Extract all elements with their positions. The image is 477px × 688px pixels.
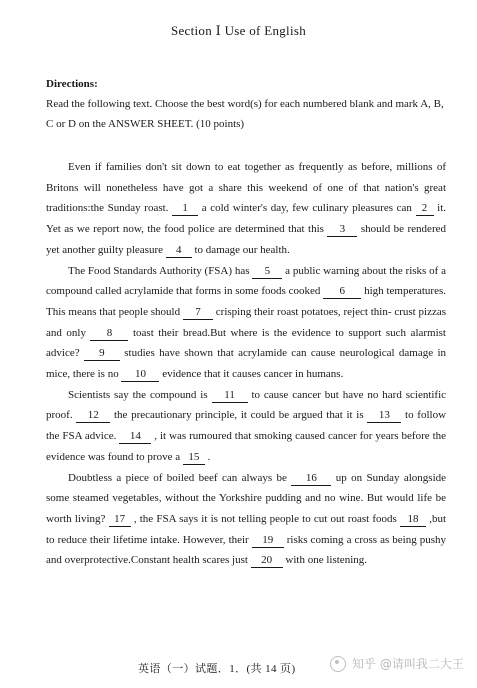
watermark xyxy=(330,655,464,672)
passage-text: to follow the FSA advice. xyxy=(46,409,447,443)
passage-text: Even if families don't sit down to eat together as frequently as before, millions of Britons will nonetheless have got a share this weekend of one of that nation's great traditions:the Sunday roast. xyxy=(46,161,446,215)
blank-6: 6 xyxy=(323,285,361,299)
paragraph-2 xyxy=(46,261,446,385)
blank-7: 7 xyxy=(183,306,213,320)
blank-5: 5 xyxy=(252,265,282,279)
passage-text: Scientists say the compound is xyxy=(68,388,208,401)
passage-text: it. Yet as we report now, the food police are determined that this xyxy=(46,202,447,236)
blank-2: 2 xyxy=(416,202,434,216)
blank-12: 12 xyxy=(76,409,110,423)
blank-18: 18 xyxy=(400,513,426,527)
paragraph-4 xyxy=(46,468,446,572)
blank-4: 4 xyxy=(166,244,192,258)
blank-20: 20 xyxy=(251,554,283,568)
passage-text: a cold winter's day, few culinary pleasures can xyxy=(201,202,412,215)
passage-text: a public warning about the risks of a compound called acrylamide that forms in some foods cooked xyxy=(46,264,447,298)
blank-10: 10 xyxy=(121,368,159,382)
blank-8: 8 xyxy=(90,327,128,341)
passage-text: , the FSA says it is not telling people to cut out roast foods xyxy=(133,512,397,525)
section-title: Section Ⅰ Use of English xyxy=(170,23,307,38)
blank-11: 11 xyxy=(212,389,248,403)
blank-15: 15 xyxy=(183,451,205,465)
blank-16: 16 xyxy=(291,472,331,486)
blank-9: 9 xyxy=(84,347,120,361)
passage-text: with one listening. xyxy=(285,554,367,567)
paragraph-1 xyxy=(46,157,446,261)
blank-17: 17 xyxy=(109,513,131,527)
passage-text: crisping their roast potatoes, reject thin- crust pizzas and only xyxy=(46,305,447,339)
passage-text: studies have shown that acrylamide can cause neurological damage in mice, there is no xyxy=(46,347,446,381)
passage-text: the precautionary principle, it could be argued that it is xyxy=(113,409,364,422)
passage-text: high temperatures. This means that people should xyxy=(46,285,447,318)
passage xyxy=(46,157,446,571)
passage-text: should be rendered yet another guilty pleasure xyxy=(46,223,446,256)
passage-text: The Food Standards Authority (FSA) has xyxy=(68,264,250,277)
zhihu-logo-icon xyxy=(330,656,346,672)
blank-19: 19 xyxy=(252,534,284,548)
passage-text: toast their bread.But where is the evidence to support such alarmist advice? xyxy=(46,326,446,360)
watermark-text: 知乎 @请叫我二大王 xyxy=(352,657,464,671)
passage-text: to cause cancer but have no hard scientific proof. xyxy=(46,388,447,422)
passage-text: . xyxy=(207,450,211,463)
page-footer: 英语（一）试题．1．(共 14 页) xyxy=(138,663,296,675)
blank-3: 3 xyxy=(327,223,357,237)
passage-text: to damage our health. xyxy=(194,243,290,256)
blank-13: 13 xyxy=(367,409,401,423)
passage-text: , it was rumoured that smoking caused cancer for years before the evidence was found to prove a xyxy=(46,430,447,463)
directions-text: Read the following text. Choose the best word(s) for each numbered blank and mark A, B, C or D on the ANSWER SHEET. (10 points) xyxy=(46,98,444,130)
passage-text: evidence that it causes cancer in humans. xyxy=(162,368,344,381)
passage-text: risks coming a cross as being pushy and overprotective.Constant health scares just xyxy=(46,533,446,567)
passage-text: Doubtless a piece of boiled beef can always be xyxy=(68,471,287,484)
passage-text: up on Sunday alongside some steamed vegetables, without the Yorkshire pudding and no wine. But would life be worth living? xyxy=(46,471,447,525)
paragraph-3 xyxy=(46,385,446,468)
passage-text: ,but to reduce their lifetime intake. However, their xyxy=(46,512,447,546)
blank-14: 14 xyxy=(119,430,151,444)
directions-heading: Directions: xyxy=(46,78,98,90)
blank-1: 1 xyxy=(172,202,198,216)
